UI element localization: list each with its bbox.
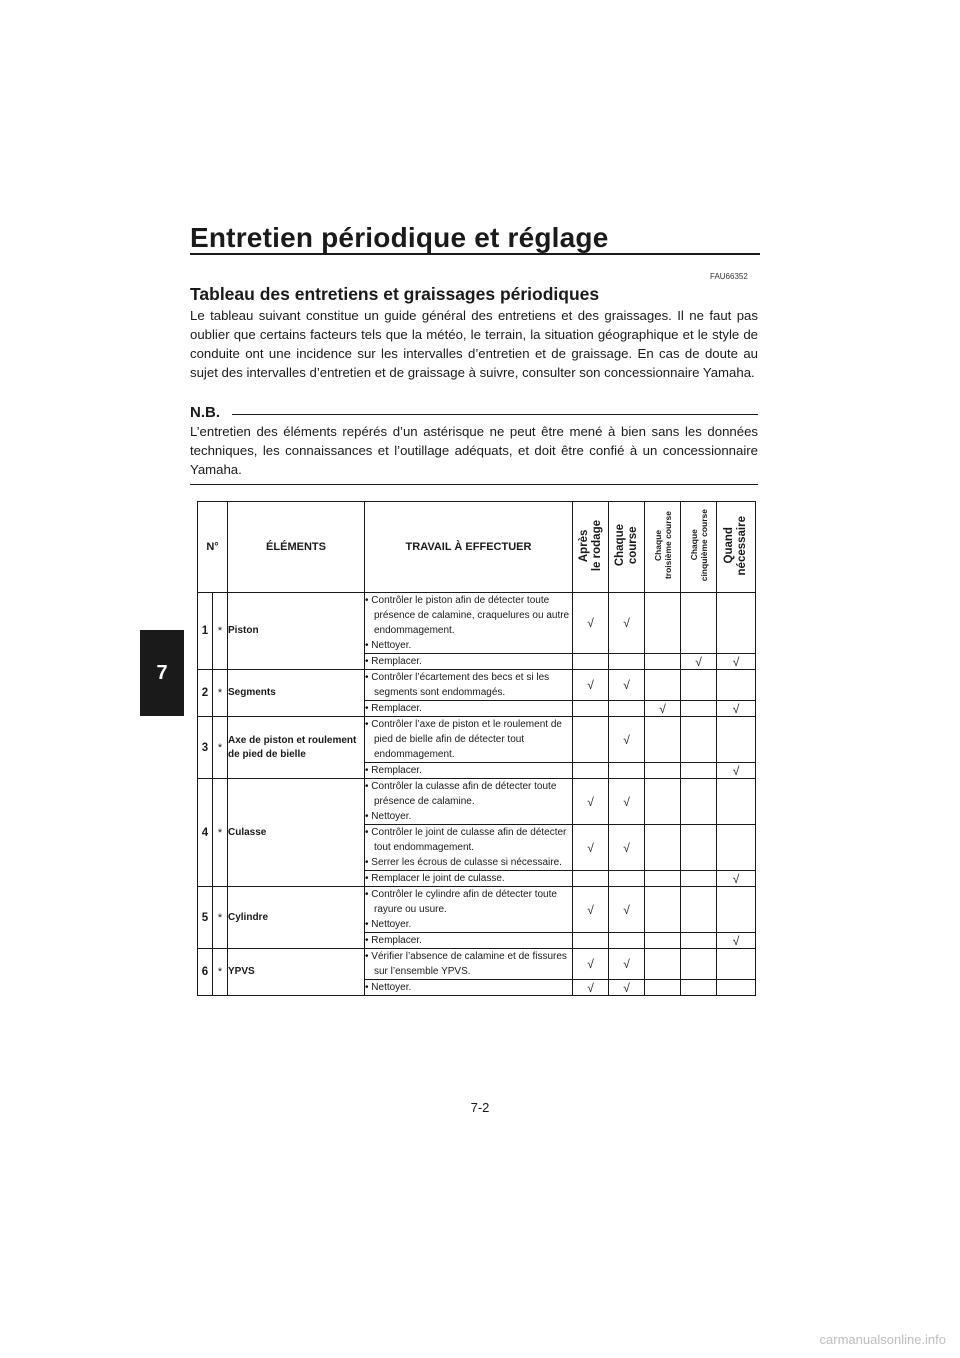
task-cell [365,670,573,701]
task-line: • Nettoyer. [365,640,412,651]
header-as-needed [717,502,756,593]
check-cell [609,763,645,779]
check-cell [645,763,681,779]
asterisk-mark: * [213,887,228,949]
check-cell [681,887,717,933]
check-cell [645,779,681,825]
reference-code: FAU66352 [710,272,748,281]
task-cell [365,654,573,670]
check-mark-icon: √ [587,840,594,855]
check-cell [573,933,609,949]
check-cell [573,949,609,980]
item-element: YPVS [228,949,365,996]
check-cell [681,654,717,670]
check-mark-icon: √ [732,933,740,948]
check-cell [717,654,756,670]
check-cell [645,980,681,996]
check-cell [609,933,645,949]
task-line: • Contrôler l’axe de piston et le roulement de pied de bielle afin de détecter tout endommagement. [365,719,562,760]
check-mark-icon: √ [623,902,630,917]
check-cell [717,825,756,871]
note-label: N.B. [190,404,220,421]
check-cell [681,933,717,949]
header-elements: ÉLÉMENTS [228,502,365,593]
check-cell [645,654,681,670]
check-cell [609,670,645,701]
task-line: • Contrôler le piston afin de détecter toute présence de calamine, craquelures ou autre endommagement. [365,595,570,636]
check-cell [717,871,756,887]
task-cell [365,717,573,763]
check-cell [681,763,717,779]
header-task: TRAVAIL À EFFECTUER [365,502,573,593]
check-cell [573,763,609,779]
page-number: 7-2 [470,1100,490,1115]
check-cell [609,593,645,654]
check-cell [717,980,756,996]
maintenance-table [197,501,756,996]
task-line: • Remplacer. [365,703,422,714]
section-heading: Tableau des entretiens et graissages périodiques [190,284,600,304]
check-cell [609,701,645,717]
asterisk-mark: * [213,670,228,717]
check-cell [609,871,645,887]
task-cell [365,701,573,717]
check-cell [681,949,717,980]
item-number: 1 [198,593,213,670]
header-every-fifth-line2: cinquième course [698,509,709,582]
table-header-row [198,502,756,593]
note-rule [232,414,758,415]
check-cell [681,701,717,717]
task-cell [365,949,573,980]
asterisk-mark: * [213,593,228,670]
header-as-needed-line2: nécessaire [736,515,748,576]
check-cell [681,670,717,701]
check-cell [573,779,609,825]
check-mark-icon: √ [623,957,630,971]
task-line: • Serrer les écrous de culasse si nécessaire. [365,857,562,868]
task-line: • Contrôler le cylindre afin de détecter toute rayure ou usure. [365,889,557,915]
item-number: 6 [198,949,213,996]
header-after-break-in-line2: le rodage [590,519,603,572]
note-end-rule [190,484,758,485]
check-cell [717,670,756,701]
check-cell [573,871,609,887]
check-mark-icon: √ [623,840,630,855]
task-line: • Remplacer. [365,656,422,667]
header-every-third-line2: troisième course [662,511,673,580]
check-mark-icon: √ [623,616,630,630]
item-element: Culasse [228,779,365,887]
check-mark-icon: √ [623,678,630,692]
note-text: L’entretien des éléments repérés d’un astérisque ne peut être mené à bien sans les données techniques, les connaissances et l’outillage adéquats, et doit être confié à un concessionnaire Yamaha. [190,424,758,477]
asterisk-mark: * [213,717,228,779]
header-every-ride-line2: course [626,526,639,565]
check-cell [717,779,756,825]
check-cell [645,670,681,701]
header-every-ride-line1: Chaque [613,524,626,567]
title-rule [190,253,760,255]
check-mark-icon: √ [695,654,702,669]
task-cell [365,980,573,996]
check-cell [573,593,609,654]
header-after-break-in-line1: Après [577,529,590,562]
check-cell [681,825,717,871]
check-cell [717,717,756,763]
check-cell [573,654,609,670]
check-cell [609,654,645,670]
check-cell [681,779,717,825]
item-element: Axe de piston et roulement de pied de bielle [228,717,365,779]
task-cell [365,825,573,871]
task-line: • Remplacer le joint de culasse. [365,873,505,884]
check-cell [573,887,609,933]
item-number: 5 [198,887,213,949]
table-row [198,670,756,701]
check-cell [681,871,717,887]
task-cell [365,779,573,825]
task-line: • Contrôler le joint de culasse afin de détecter tout endommagement. [365,827,567,853]
item-element: Cylindre [228,887,365,949]
task-line: • Nettoyer. [365,811,412,822]
check-cell [717,949,756,980]
check-mark-icon: √ [732,654,740,669]
header-no: N° [198,502,228,593]
item-number: 4 [198,779,213,887]
check-cell [609,980,645,996]
table-row [198,717,756,763]
item-number: 3 [198,717,213,779]
task-cell [365,593,573,654]
check-mark-icon: √ [587,794,594,809]
asterisk-mark: * [213,949,228,996]
item-element: Piston [228,593,365,670]
table-row [198,779,756,825]
check-cell [717,887,756,933]
task-cell [365,871,573,887]
check-mark-icon: √ [587,980,594,995]
task-cell [365,763,573,779]
task-line: • Nettoyer. [365,982,412,993]
task-line: • Contrôler la culasse afin de détecter toute présence de calamine. [365,781,557,807]
check-cell [645,949,681,980]
header-every-fifth-line1: Chaque [688,529,699,562]
check-mark-icon: √ [587,957,594,971]
check-cell [681,980,717,996]
asterisk-mark: * [213,779,228,887]
header-after-break-in [573,502,609,593]
task-line: • Vérifier l’absence de calamine et de fissures sur l’ensemble YPVS. [365,951,567,977]
task-cell [365,933,573,949]
check-cell [573,825,609,871]
task-line: • Nettoyer. [365,919,412,930]
check-mark-icon: √ [623,794,630,809]
header-every-third-line1: Chaque [652,529,663,562]
check-cell [609,717,645,763]
header-every-ride [609,502,645,593]
check-mark-icon: √ [587,902,594,917]
check-cell [717,701,756,717]
chapter-tab: 7 [140,630,184,716]
check-cell [681,717,717,763]
header-as-needed-line1: Quand [723,527,735,564]
check-cell [717,933,756,949]
check-cell [609,825,645,871]
intro-paragraph: Le tableau suivant constitue un guide général des entretiens et des graissages. Il ne faut pas oublier que certains facteurs tels que la météo, le terrain, la situation géographique et le style de conduite ont une incidence sur les intervalles d’entretien et de graissage. En cas de doute au sujet des intervalles d’entretien et de graissage à suivre, consulter son concessionnaire Yamaha. [190,308,758,380]
check-mark-icon: √ [732,701,740,716]
task-cell [365,887,573,933]
page-title: Entretien périodique et réglage [190,222,609,253]
check-cell [573,701,609,717]
check-mark-icon: √ [587,616,594,630]
check-cell [645,825,681,871]
check-mark-icon: √ [587,678,594,692]
check-cell [717,593,756,654]
task-line: • Contrôler l’écartement des becs et si les segments sont endommagés. [365,672,550,698]
check-cell [573,980,609,996]
watermark: carmanualsonline.info [819,1332,946,1347]
task-line: • Remplacer. [365,765,422,776]
check-cell [609,887,645,933]
check-mark-icon: √ [659,701,666,716]
check-cell [573,717,609,763]
check-cell [717,763,756,779]
maintenance-table-body [198,593,756,996]
check-cell [609,949,645,980]
check-mark-icon: √ [732,763,740,778]
check-cell [573,670,609,701]
task-line: • Remplacer. [365,935,422,946]
table-row [198,593,756,654]
check-cell [645,871,681,887]
item-element: Segments [228,670,365,717]
check-cell [645,887,681,933]
check-mark-icon: √ [623,980,630,995]
item-number: 2 [198,670,213,717]
check-cell [681,593,717,654]
check-mark-icon: √ [623,732,630,747]
check-cell [645,593,681,654]
header-every-fifth-ride [681,502,717,593]
table-row [198,887,756,933]
check-cell [609,779,645,825]
check-cell [645,933,681,949]
header-every-third-ride [645,502,681,593]
check-cell [645,701,681,717]
check-cell [645,717,681,763]
table-row [198,949,756,980]
check-mark-icon: √ [732,871,740,886]
